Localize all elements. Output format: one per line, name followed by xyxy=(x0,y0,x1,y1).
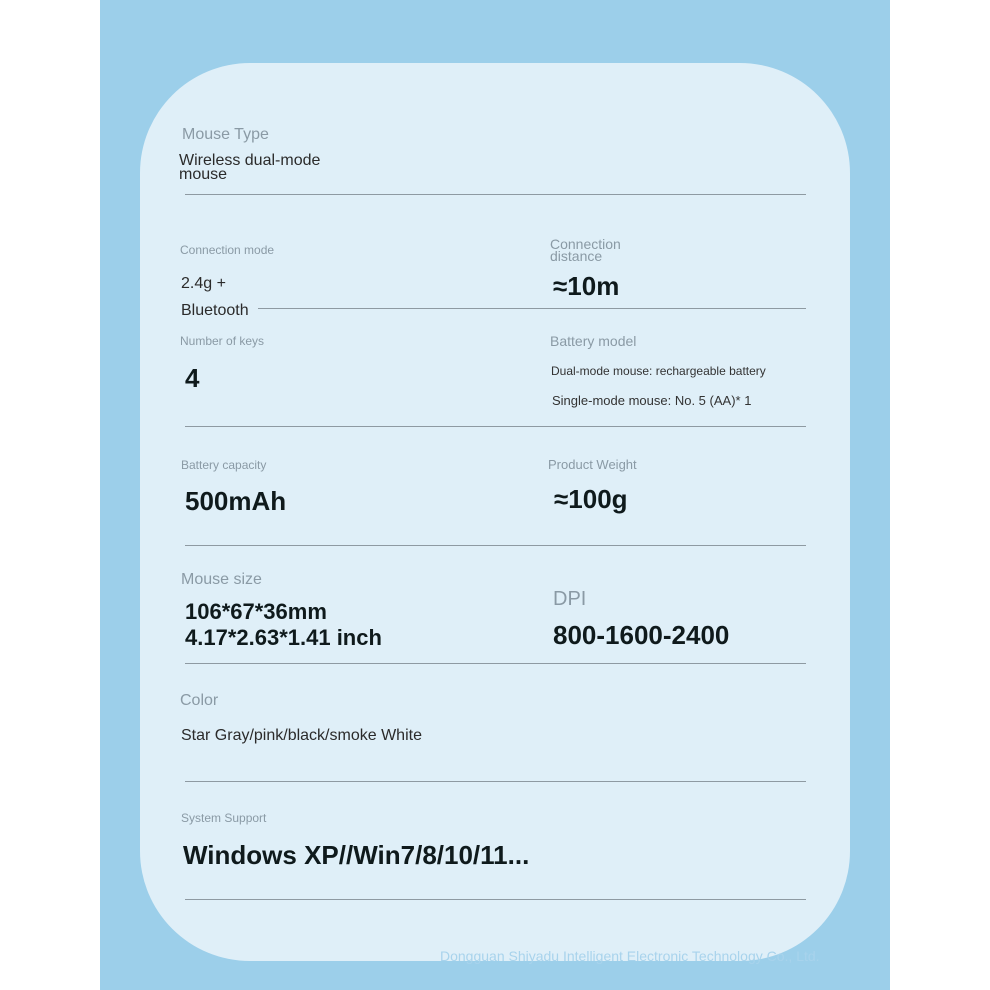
divider xyxy=(185,545,806,546)
divider xyxy=(258,308,806,309)
battery-capacity-value: 500mAh xyxy=(185,486,287,516)
battery-model-line2: Single-mode mouse: No. 5 (AA)* 1 xyxy=(552,393,752,408)
color-label: Color xyxy=(180,692,219,709)
dpi-label: DPI xyxy=(553,588,587,610)
connection-mode-label: Connection mode xyxy=(180,243,275,257)
divider xyxy=(185,663,806,664)
connection-mode-value-line2: Bluetooth xyxy=(181,302,249,319)
mouse-type-value-line1: Wireless dual-mode xyxy=(179,152,321,169)
system-support-label: System Support xyxy=(181,811,267,825)
product-weight-label: Product Weight xyxy=(548,457,637,472)
number-of-keys-label: Number of keys xyxy=(180,334,265,348)
mouse-size-line2: 4.17*2.63*1.41 inch xyxy=(185,625,382,650)
mouse-size-line1: 106*67*36mm xyxy=(185,599,327,624)
mouse-type-label: Mouse Type xyxy=(182,126,269,143)
connection-distance-label-line1: Connection xyxy=(550,236,621,252)
mouse-type-value-line2: mouse xyxy=(179,166,228,183)
number-of-keys-value: 4 xyxy=(185,363,200,393)
connection-distance-value: ≈10m xyxy=(553,271,620,301)
divider xyxy=(185,899,806,900)
product-weight-value: ≈100g xyxy=(554,484,628,514)
mouse-size-label: Mouse size xyxy=(181,571,262,588)
company-watermark: Dongguan Shiyadu Intelligent Electronic Technology Co., Ltd. xyxy=(440,948,820,964)
connection-mode-value-line1: 2.4g + xyxy=(181,275,226,292)
divider xyxy=(185,781,806,782)
dpi-value: 800-1600-2400 xyxy=(553,620,730,650)
connection-distance-label-line2: distance xyxy=(550,248,603,264)
divider xyxy=(185,426,806,427)
battery-model-line1: Dual-mode mouse: rechargeable battery xyxy=(551,364,766,378)
color-value: Star Gray/pink/black/smoke White xyxy=(181,727,422,744)
battery-capacity-label: Battery capacity xyxy=(181,458,267,472)
system-support-value: Windows XP//Win7/8/10/11... xyxy=(183,840,530,870)
battery-model-label: Battery model xyxy=(550,333,637,349)
divider xyxy=(185,194,806,195)
